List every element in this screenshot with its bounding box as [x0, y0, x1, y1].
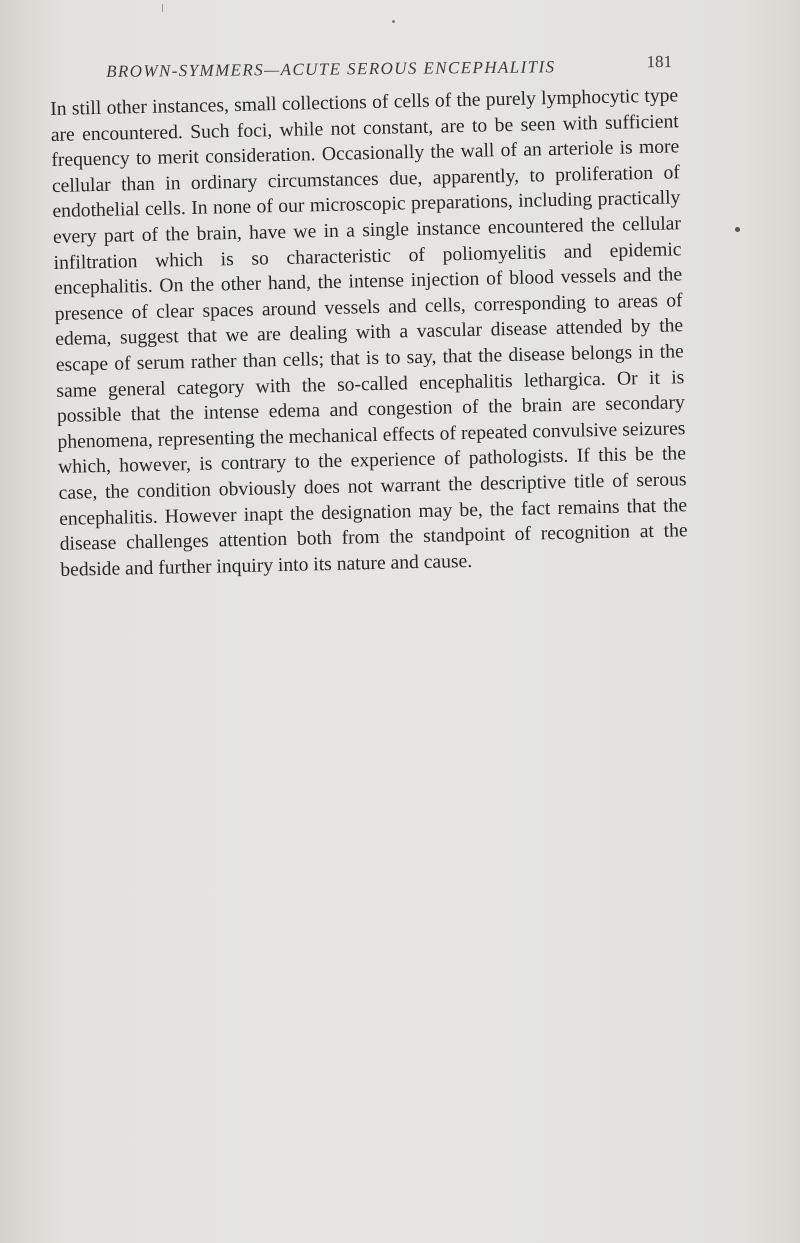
body-text — [50, 83, 688, 583]
ink-speck — [392, 20, 395, 23]
paragraph: In still other instances, small collections of cells of the purely lymphocytic type are encountered. Such foci, while not constant, are to be seen with sufficient frequency to merit consideration. Occasionally the wall of an arteriole is more cellular than in ordinary circumstances due, apparently, to proliferation of endothelial cells. In none of our microscopic preparations, including practically every part of the brain, have we in a single instance encountered the cellular infiltration which is so characteristic of poliomyelitis and epidemic encephalitis. On the other hand, the intense injection of blood vessels and the presence of clear spaces around vessels and cells, corresponding to areas of edema, suggest that we are dealing with a vascular disease attended by the escape of serum rather than cells; that is to say, that the disease belongs in the same general category with the so-called encephalitis lethargica. Or it is possible that the intense edema and congestion of the brain are secondary phenomena, representing the mechanical effects of repeated convulsive seizures which, however, is contrary to the experience of pathologists. If this be the case, the condition obviously does not warrant the descriptive title of serous encephalitis. However inapt the designation may be, the fact remains that the disease challenges attention both from the standpoint of recognition at the bedside and further inquiry into its nature and cause. — [50, 85, 688, 581]
running-title: BROWN-SYMMERS—ACUTE SEROUS ENCEPHALITIS — [106, 57, 556, 81]
running-head — [100, 52, 690, 88]
ink-speck — [162, 4, 163, 12]
page-number: 181 — [646, 52, 673, 72]
ink-speck — [735, 227, 740, 232]
